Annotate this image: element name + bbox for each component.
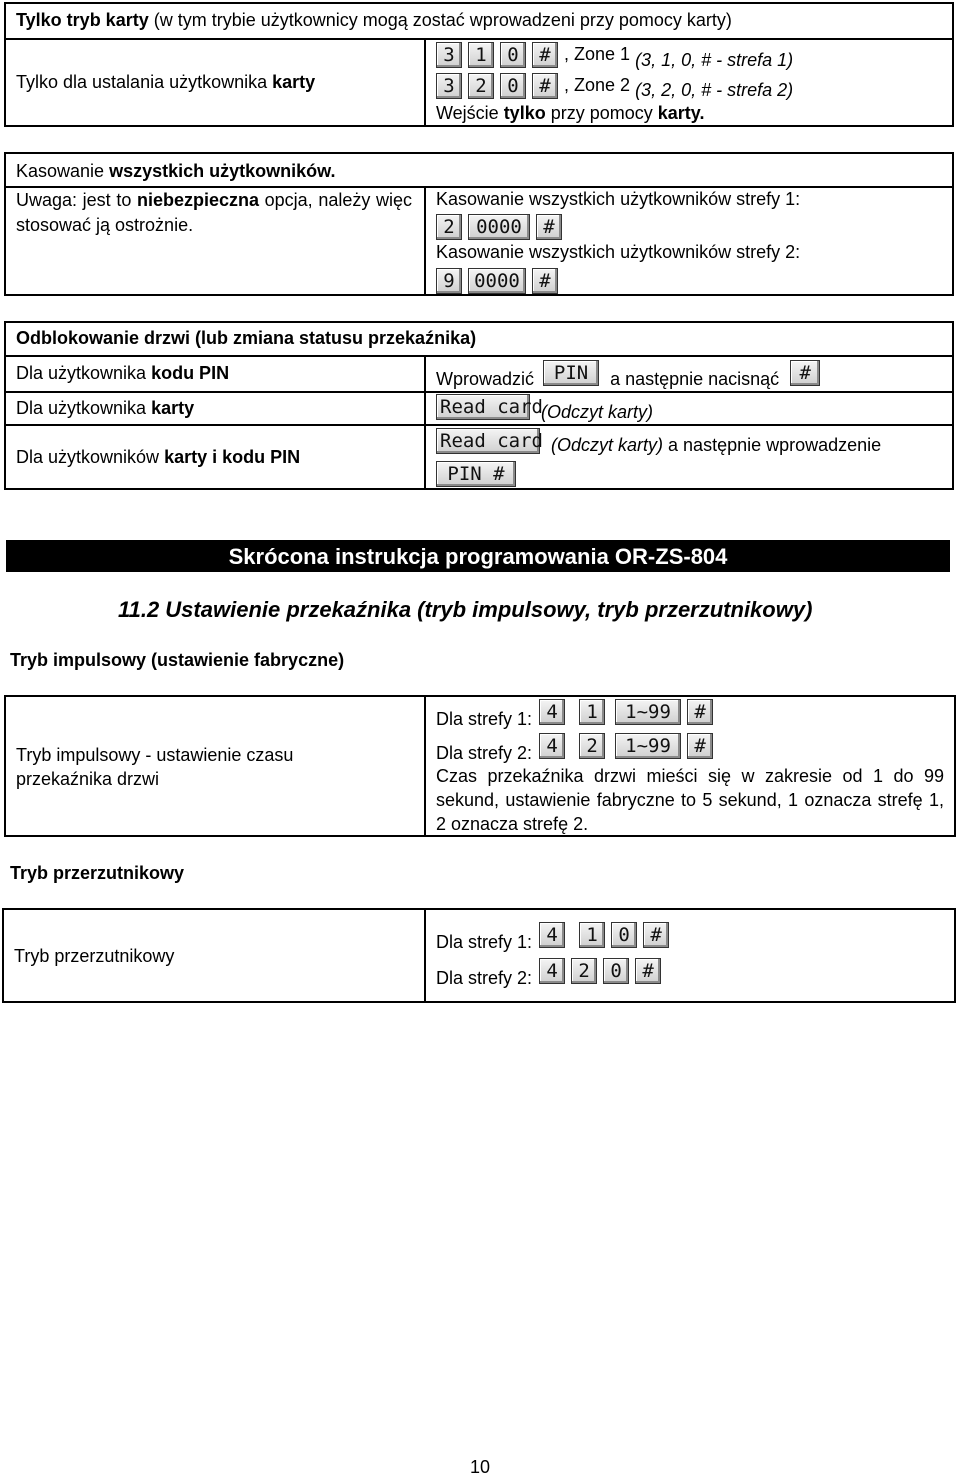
impulse-zone2 bbox=[436, 733, 719, 763]
pin-user-label bbox=[16, 362, 229, 384]
page-number: 10 bbox=[469, 1457, 491, 1477]
zone2-note: (3, 2, 0, # - strefa 2) bbox=[635, 79, 794, 100]
entry-bold: tylko bbox=[503, 103, 546, 123]
impulse-subtitle: Tryb impulsowy (ustawienie fabryczne) bbox=[10, 650, 345, 670]
delete-users-title bbox=[16, 160, 335, 182]
unlock-door-title: Odblokowanie drzwi (lub zmiana statusu przekaźnika) bbox=[16, 328, 477, 348]
key-4: 4 bbox=[539, 699, 565, 725]
card-instruction-note: (Odczyt karty) bbox=[541, 401, 654, 422]
key-9: 9 bbox=[436, 268, 462, 294]
key-hash: # bbox=[687, 699, 713, 725]
card-pin-label-bold: karty i kodu PIN bbox=[164, 447, 301, 467]
divider bbox=[424, 908, 426, 1003]
key-0: 0 bbox=[611, 922, 637, 948]
entry-text-mid: przy pomocy bbox=[545, 103, 658, 123]
delete-zone2-keys bbox=[436, 268, 564, 294]
pin-user-label-bold: kodu PIN bbox=[151, 363, 230, 383]
delete-zone2-label: Kasowanie wszystkich użytkowników strefy 2: bbox=[436, 242, 801, 262]
pin-instruction-text: Wprowadzić bbox=[436, 368, 535, 389]
impulse-zone1-label: Dla strefy 1: bbox=[436, 708, 533, 729]
divider bbox=[424, 186, 426, 296]
key-0: 0 bbox=[500, 42, 526, 68]
key-0000: 0000 bbox=[468, 214, 530, 240]
key-1-99: 1~99 bbox=[615, 733, 681, 759]
key-1-99: 1~99 bbox=[615, 699, 681, 725]
entry-text: Wejście bbox=[436, 103, 504, 123]
divider bbox=[424, 38, 426, 127]
card-user-label-text: Tylko dla ustalania użytkownika bbox=[16, 72, 273, 92]
delete-users-title-text: Kasowanie bbox=[16, 161, 110, 181]
key-2: 2 bbox=[579, 733, 605, 759]
card-label-bold: karty bbox=[151, 398, 195, 418]
card-mode-title-rest: (w tym trybie użytkownicy mogą zostać wprowadzeni przy pomocy karty) bbox=[148, 10, 732, 30]
key-hash: # bbox=[643, 922, 669, 948]
impulse-label: Tryb impulsowy - ustawienie czasu przekaźnika drzwi bbox=[16, 745, 294, 789]
key-0000: 0000 bbox=[468, 268, 526, 294]
pin-instruction-mid: a następnie nacisnąć bbox=[610, 368, 780, 389]
zone2-label: , Zone 2 bbox=[564, 74, 631, 95]
relay-heading: 11.2 Ustawienie przekaźnika (tryb impulsowy, tryb przerzutnikowy) bbox=[118, 597, 813, 622]
entry-card-only bbox=[436, 102, 704, 124]
key-1: 1 bbox=[468, 42, 494, 68]
key-pin-hash: PIN # bbox=[436, 461, 516, 487]
key-3: 3 bbox=[436, 73, 462, 99]
toggle-zone2-label: Dla strefy 2: bbox=[436, 967, 533, 988]
card-instruction bbox=[436, 394, 653, 420]
zone1-note: (3, 1, 0, # - strefa 1) bbox=[635, 49, 794, 70]
key-2: 2 bbox=[468, 73, 494, 99]
zone1-label: , Zone 1 bbox=[564, 43, 631, 64]
delete-warning bbox=[16, 188, 412, 238]
zone1-code-row bbox=[436, 42, 793, 68]
toggle-zone1 bbox=[436, 922, 675, 952]
divider bbox=[4, 38, 954, 40]
pin-user-label-text: Dla użytkownika bbox=[16, 363, 152, 383]
key-hash: # bbox=[790, 360, 820, 386]
card-pin-rest: a następnie wprowadzenie bbox=[663, 434, 882, 455]
key-hash: # bbox=[532, 42, 558, 68]
key-hash: # bbox=[536, 214, 562, 240]
divider bbox=[4, 424, 954, 426]
divider bbox=[424, 355, 426, 490]
card-user-label-bold: karty bbox=[272, 72, 316, 92]
warning-bold: niebezpieczna bbox=[136, 190, 260, 210]
key-1: 1 bbox=[579, 699, 605, 725]
delete-zone1-keys bbox=[436, 214, 568, 240]
delete-users-title-bold: wszystkich użytkowników. bbox=[109, 161, 336, 181]
key-4: 4 bbox=[539, 733, 565, 759]
entry-bold-card: karty. bbox=[657, 103, 705, 123]
toggle-zone1-label: Dla strefy 1: bbox=[436, 931, 533, 952]
card-pin-note: (Odczyt karty) bbox=[551, 434, 664, 455]
zone2-code-row bbox=[436, 73, 793, 99]
card-pin-key-row bbox=[436, 461, 522, 487]
warning-text-rest: opcja, należy więc stosować ją ostrożnie. bbox=[16, 190, 412, 235]
card-pin-instruction bbox=[436, 428, 881, 454]
key-pin: PIN bbox=[543, 360, 599, 386]
key-4: 4 bbox=[539, 958, 565, 984]
key-hash: # bbox=[532, 73, 558, 99]
card-mode-title-bold: Tylko tryb karty bbox=[16, 10, 149, 30]
key-0: 0 bbox=[603, 958, 629, 984]
card-label-text: Dla użytkownika bbox=[16, 398, 152, 418]
divider bbox=[4, 391, 954, 393]
key-hash: # bbox=[532, 268, 558, 294]
card-pin-label-text: Dla użytkowników bbox=[16, 447, 165, 467]
key-3: 3 bbox=[436, 42, 462, 68]
toggle-zone2 bbox=[436, 958, 667, 988]
key-2: 2 bbox=[571, 958, 597, 984]
key-0: 0 bbox=[500, 73, 526, 99]
key-hash: # bbox=[635, 958, 661, 984]
impulse-description: Czas przekaźnika drzwi mieści się w zakresie od 1 do 99 sekund, ustawienie fabryczne to 5 sekund, 1 oznacza strefę 1, 2 oznacza strefę 2. bbox=[436, 766, 944, 834]
divider bbox=[424, 695, 426, 837]
delete-zone1-label: Kasowanie wszystkich użytkowników strefy 1: bbox=[436, 189, 801, 209]
card-mode-title bbox=[16, 9, 732, 31]
quick-guide-title: Skrócona instrukcja programowania OR-ZS-804 bbox=[228, 544, 728, 569]
impulse-zone2-label: Dla strefy 2: bbox=[436, 742, 533, 763]
pin-instruction bbox=[436, 360, 826, 389]
toggle-label: Tryb przerzutnikowy bbox=[14, 946, 175, 966]
key-1: 1 bbox=[579, 922, 605, 948]
key-read-card: Read card bbox=[436, 394, 530, 420]
key-hash: # bbox=[687, 733, 713, 759]
impulse-zone1 bbox=[436, 699, 719, 729]
card-user-label bbox=[16, 397, 194, 419]
divider bbox=[4, 355, 954, 357]
warning-text: Uwaga: jest to bbox=[16, 190, 137, 210]
card-user-label bbox=[16, 71, 315, 93]
card-pin-user-label bbox=[16, 446, 300, 468]
key-2: 2 bbox=[436, 214, 462, 240]
toggle-subtitle: Tryb przerzutnikowy bbox=[10, 863, 185, 883]
key-read-card: Read card bbox=[436, 428, 540, 454]
key-4: 4 bbox=[539, 922, 565, 948]
